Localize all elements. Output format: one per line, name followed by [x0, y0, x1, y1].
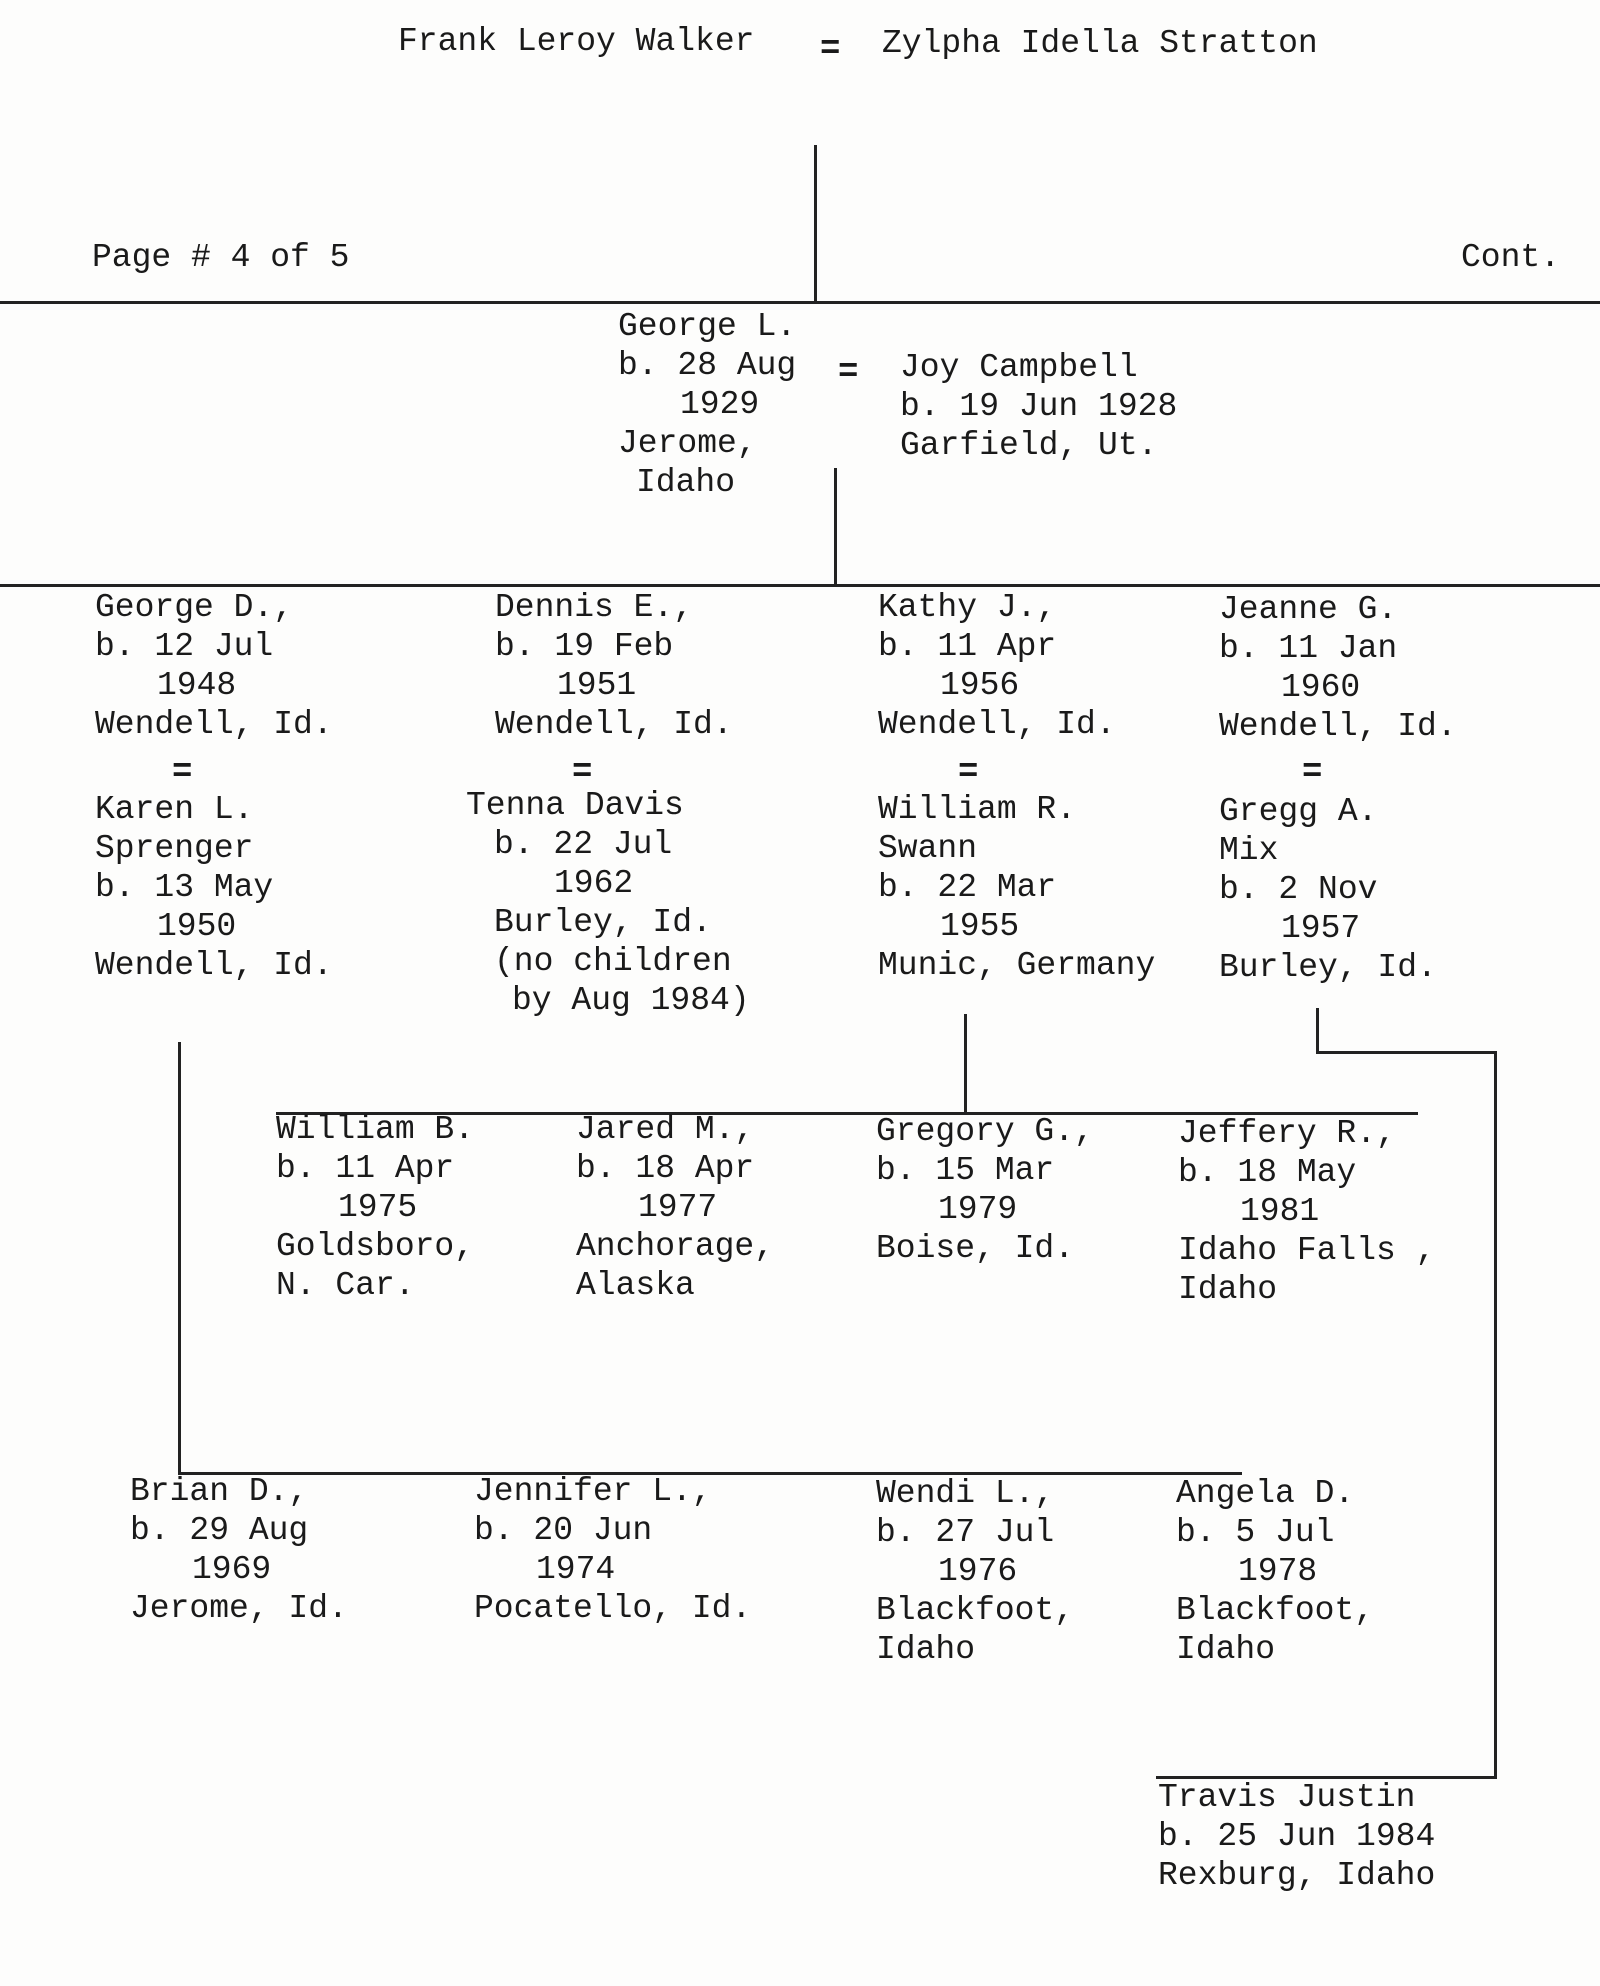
child-george-d [95, 588, 333, 744]
grandchild-name: Gregory G., [876, 1113, 1094, 1150]
grandchild-jeffery-r [1178, 1114, 1435, 1309]
child-kathy-j [878, 588, 1116, 744]
grandchild-birth-date: b. 29 Aug [130, 1512, 309, 1549]
grandchild-jared-m [576, 1110, 774, 1305]
child-birth-year: 1960 [1281, 669, 1361, 706]
husband-birth-year: 1929 [680, 386, 760, 423]
spouse-birth-place: Wendell, Id. [95, 947, 333, 984]
grandchild-birth-year: 1975 [338, 1189, 418, 1226]
grandchild-angela-d [1176, 1474, 1374, 1669]
spouse-gregg-mix [1219, 792, 1437, 987]
grandchild-name: Jared M., [576, 1111, 755, 1148]
spouse-birth-year: 1962 [554, 865, 634, 902]
grandchild-name: Jeffery R., [1178, 1115, 1396, 1152]
mix-descent-line-long [1494, 1051, 1497, 1779]
child-dennis-e [495, 588, 733, 744]
marriage-sign-george-d: = [172, 754, 193, 792]
page-number: Page # 4 of 5 [92, 239, 350, 276]
grandchild-birth-state: Idaho [1176, 1631, 1276, 1668]
grandchild-name: Jennifer L., [474, 1473, 712, 1510]
spouse-birth-year: 1955 [940, 908, 1020, 945]
generation-divider-1 [0, 301, 1600, 304]
child-name: George D., [95, 589, 294, 626]
grandchild-name: Wendi L., [876, 1475, 1055, 1512]
grandchild-birth-place: Rexburg, Idaho [1158, 1857, 1436, 1894]
child-birth-year: 1956 [940, 667, 1020, 704]
wife-birth-date: b. 19 Jun 1928 [900, 388, 1178, 425]
header-marriage-sign: = [820, 31, 841, 69]
grandchild-jennifer-l [474, 1472, 751, 1628]
grandchild-birth-place: Idaho Falls , [1178, 1232, 1436, 1269]
grandchild-birth-place: Pocatello, Id. [474, 1590, 752, 1627]
wife-joy-campbell [900, 348, 1177, 465]
grandchild-name: William B. [276, 1111, 475, 1148]
grandchild-birth-place: Goldsboro, [276, 1228, 475, 1265]
grandchild-birth-date: b. 27 Jul [876, 1514, 1055, 1551]
grandchild-birth-date: b. 25 Jun 1984 [1158, 1818, 1436, 1855]
spouse-tenna-davis [466, 786, 750, 1020]
grandchild-birth-date: b. 18 May [1178, 1154, 1357, 1191]
grandchild-brian-d [130, 1472, 348, 1628]
wife-name: Joy Campbell [900, 349, 1138, 386]
grandchild-birth-year: 1978 [1238, 1553, 1318, 1590]
husband-george-l [618, 307, 796, 502]
wife-birth-place: Garfield, Ut. [900, 427, 1158, 464]
spouse-note-line-1: (no children [494, 943, 732, 980]
generation-divider-2 [0, 584, 1600, 587]
spouse-birth-date: b. 2 Nov [1219, 871, 1378, 908]
child-birth-year: 1951 [557, 667, 637, 704]
spouse-name: Karen L. [95, 791, 254, 828]
grandchild-birth-year: 1974 [536, 1551, 616, 1588]
mix-descent-line-short [1316, 1008, 1319, 1054]
grandchild-birth-place: Anchorage, [576, 1228, 775, 1265]
child-jeanne-g [1219, 590, 1457, 746]
mix-connector-horizontal [1316, 1051, 1497, 1054]
spouse-surname: Swann [878, 830, 978, 867]
grandchild-name: Travis Justin [1158, 1779, 1416, 1816]
grandchild-birth-place: Boise, Id. [876, 1230, 1075, 1267]
child-birth-date: b. 19 Feb [495, 628, 674, 665]
spouse-birth-year: 1957 [1281, 910, 1361, 947]
grandchild-travis-justin [1158, 1778, 1435, 1895]
husband-birth-state: Idaho [636, 464, 736, 501]
grandchild-birth-date: b. 18 Apr [576, 1150, 755, 1187]
child-birth-place: Wendell, Id. [878, 706, 1116, 743]
spouse-note-line-2: by Aug 1984) [512, 982, 750, 1019]
spouse-birth-year: 1950 [157, 908, 237, 945]
grandchild-birth-place: Blackfoot, [876, 1592, 1075, 1629]
grandchild-birth-state: Idaho [876, 1631, 976, 1668]
child-birth-date: b. 11 Jan [1219, 630, 1398, 667]
spouse-name: Gregg A. [1219, 793, 1378, 830]
grandchild-birth-date: b. 20 Jun [474, 1512, 653, 1549]
grandchild-birth-date: b. 15 Mar [876, 1152, 1055, 1189]
mother-name: Zylpha Idella Stratton [882, 25, 1318, 62]
grandchild-birth-place: Jerome, Id. [130, 1590, 348, 1627]
child-birth-year: 1948 [157, 667, 237, 704]
child-name: Jeanne G. [1219, 591, 1398, 628]
spouse-surname: Sprenger [95, 830, 254, 867]
spouse-william-swann [878, 790, 1155, 985]
grandchild-birth-year: 1981 [1240, 1193, 1320, 1230]
spouse-name: William R. [878, 791, 1077, 828]
grandchild-wendi-l [876, 1474, 1074, 1669]
husband-birth-place: Jerome, [618, 425, 757, 462]
parent-descent-line [814, 145, 817, 303]
child-birth-place: Wendell, Id. [1219, 708, 1457, 745]
grandchild-birth-year: 1969 [192, 1551, 272, 1588]
swann-descent-line [964, 1014, 967, 1114]
couple-marriage-sign: = [838, 354, 859, 392]
grandchild-birth-state: Alaska [576, 1267, 695, 1304]
spouse-surname: Mix [1219, 832, 1279, 869]
grandchild-birth-year: 1979 [938, 1191, 1018, 1228]
child-birth-place: Wendell, Id. [495, 706, 733, 743]
continued-label: Cont. [1461, 239, 1561, 276]
grandchild-birth-date: b. 5 Jul [1176, 1514, 1335, 1551]
child-birth-date: b. 11 Apr [878, 628, 1057, 665]
george-d-descent-line [178, 1042, 181, 1474]
spouse-birth-date: b. 22 Jul [494, 826, 673, 863]
grandchild-birth-year: 1977 [638, 1189, 718, 1226]
grandchild-name: Brian D., [130, 1473, 309, 1510]
spouse-birth-date: b. 22 Mar [878, 869, 1057, 906]
child-birth-date: b. 12 Jul [95, 628, 274, 665]
grandchild-birth-place: Blackfoot, [1176, 1592, 1375, 1629]
marriage-sign-kathy-j: = [958, 754, 979, 792]
husband-birth-date: b. 28 Aug [618, 347, 797, 384]
spouse-birth-place: Burley, Id. [494, 904, 712, 941]
grandchild-william-b [276, 1110, 474, 1305]
spouse-birth-place: Burley, Id. [1219, 949, 1437, 986]
marriage-sign-dennis-e: = [572, 754, 593, 792]
child-birth-place: Wendell, Id. [95, 706, 333, 743]
spouse-karen-sprenger [95, 790, 333, 985]
spouse-birth-place: Munic, Germany [878, 947, 1156, 984]
marriage-sign-jeanne-g: = [1302, 754, 1323, 792]
spouse-name: Tenna Davis [466, 787, 684, 824]
grandchild-birth-year: 1976 [938, 1553, 1018, 1590]
father-name: Frank Leroy Walker [398, 23, 755, 60]
child-name: Dennis E., [495, 589, 694, 626]
spouse-birth-date: b. 13 May [95, 869, 274, 906]
grandchild-gregory-g [876, 1112, 1094, 1268]
couple-descent-line [834, 468, 837, 586]
husband-name: George L. [618, 308, 797, 345]
child-name: Kathy J., [878, 589, 1057, 626]
grandchild-birth-date: b. 11 Apr [276, 1150, 455, 1187]
grandchild-birth-state: Idaho [1178, 1271, 1278, 1308]
grandchild-birth-state: N. Car. [276, 1267, 415, 1304]
grandchild-name: Angela D. [1176, 1475, 1355, 1512]
